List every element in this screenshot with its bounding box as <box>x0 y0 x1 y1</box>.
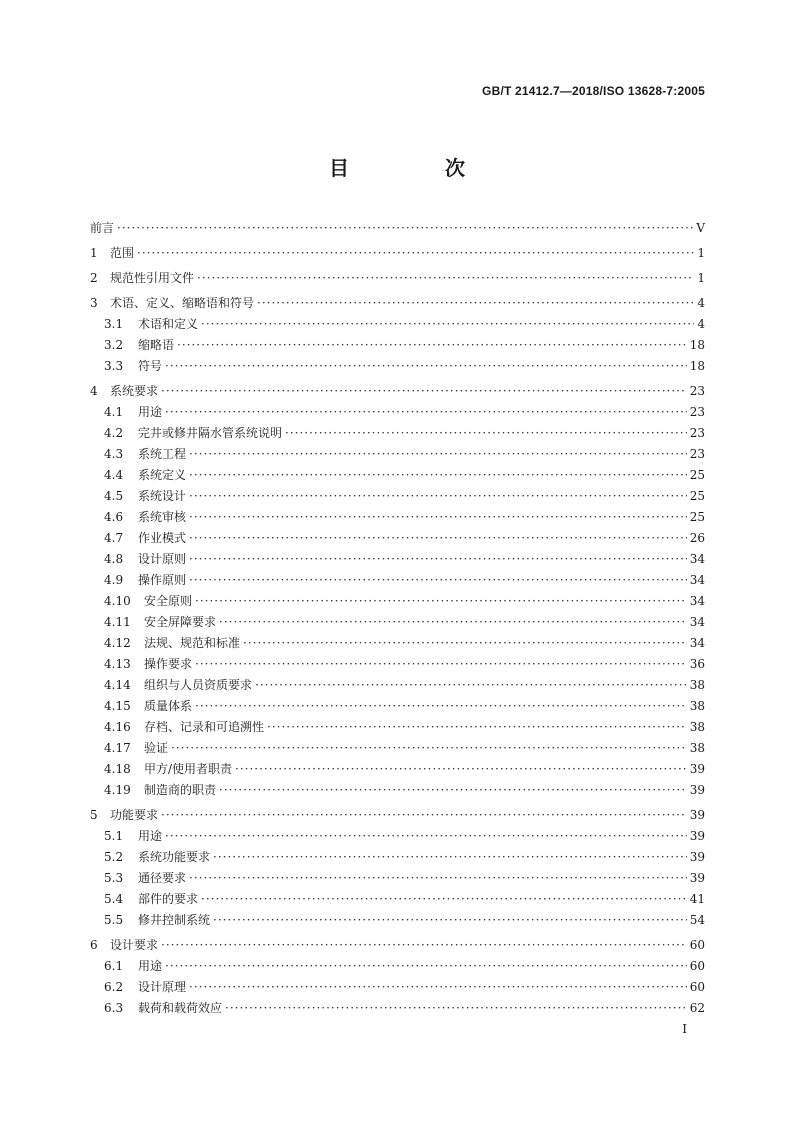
toc-entry-number: 4.5 <box>104 489 124 503</box>
toc-entry[interactable] <box>90 696 705 717</box>
dot-leader <box>189 570 687 591</box>
toc-entry-number: 4.17 <box>104 741 131 755</box>
toc-entry-number: 4.3 <box>104 447 124 461</box>
toc-entry-title: 安全原则 <box>144 594 193 608</box>
dot-leader <box>161 381 687 402</box>
dot-leader <box>255 675 687 696</box>
toc-entry-number: 4.19 <box>104 783 131 797</box>
toc-entry[interactable] <box>90 654 705 675</box>
toc-entry[interactable] <box>90 889 705 910</box>
toc-entry-page: 38 <box>689 678 705 692</box>
toc-entry[interactable] <box>90 591 705 612</box>
toc-entry-title: 系统定义 <box>138 468 187 482</box>
toc-entry-title: 作业模式 <box>138 531 187 545</box>
toc-entry-number: 4.14 <box>104 678 131 692</box>
toc-entry-number: 4 <box>90 384 98 398</box>
toc-entry-title: 规范性引用文件 <box>110 271 195 285</box>
dot-leader <box>189 528 687 549</box>
toc-entry-title: 系统设计 <box>138 489 187 503</box>
toc-entry-title: 用途 <box>138 829 163 843</box>
dot-leader <box>161 935 687 956</box>
toc-entry-title: 存档、记录和可追溯性 <box>144 720 265 734</box>
toc-entry-title: 系统要求 <box>110 384 159 398</box>
toc-entry-title: 术语和定义 <box>138 317 199 331</box>
dot-leader <box>189 549 687 570</box>
toc-entry[interactable] <box>90 805 705 826</box>
toc-entry[interactable] <box>90 465 705 486</box>
toc-entry-title: 用途 <box>138 959 163 973</box>
dot-leader <box>171 738 687 759</box>
toc-entry[interactable] <box>90 717 705 738</box>
toc-entry-page: 18 <box>689 338 705 352</box>
toc-entry[interactable] <box>90 826 705 847</box>
toc-entry-number: 5.4 <box>104 892 124 906</box>
toc-entry[interactable] <box>90 356 705 377</box>
toc-entry-number: 4.11 <box>104 615 131 629</box>
toc-entry-title: 操作原则 <box>138 573 187 587</box>
toc-entry-number: 5.3 <box>104 871 124 885</box>
toc-entry-page: 39 <box>689 850 705 864</box>
toc-entry-page: 60 <box>689 980 705 994</box>
toc-entry[interactable] <box>90 633 705 654</box>
toc-entry-number: 5.5 <box>104 913 124 927</box>
dot-leader <box>243 633 687 654</box>
toc-entry-page: 62 <box>689 1001 705 1015</box>
dot-leader <box>165 956 687 977</box>
toc-entry-number: 4.15 <box>104 699 131 713</box>
toc-entry[interactable] <box>90 738 705 759</box>
toc-entry-page: 34 <box>689 573 705 587</box>
toc-entry[interactable] <box>90 935 705 956</box>
toc-entry-title: 符号 <box>138 359 163 373</box>
toc-entry-number: 4.9 <box>104 573 124 587</box>
toc-entry-page: 39 <box>689 871 705 885</box>
toc-entry[interactable] <box>90 402 705 423</box>
table-of-contents <box>90 218 705 1019</box>
toc-entry[interactable] <box>90 847 705 868</box>
toc-entry-page: 38 <box>689 720 705 734</box>
dot-leader <box>195 654 687 675</box>
toc-entry[interactable] <box>90 868 705 889</box>
dot-leader <box>197 268 694 289</box>
toc-entry[interactable] <box>90 780 705 801</box>
dot-leader <box>189 444 687 465</box>
toc-entry-title: 范围 <box>110 246 135 260</box>
standard-code: GB/T 21412.7—2018/ISO 13628-7:2005 <box>482 84 705 98</box>
toc-entry-title: 缩略语 <box>138 338 175 352</box>
toc-entry-title: 通径要求 <box>138 871 187 885</box>
toc-entry[interactable] <box>90 549 705 570</box>
toc-entry-page: 34 <box>689 615 705 629</box>
dot-leader <box>161 805 687 826</box>
toc-entry-page: 39 <box>689 808 705 822</box>
toc-entry-page: 25 <box>689 468 705 482</box>
dot-leader <box>285 423 687 444</box>
toc-entry[interactable] <box>90 956 705 977</box>
toc-entry-number: 6.1 <box>104 959 124 973</box>
toc-entry-page: 38 <box>689 699 705 713</box>
toc-title: 目 次 <box>329 156 503 180</box>
toc-entry-page: 1 <box>697 271 705 285</box>
toc-entry-page: 38 <box>689 741 705 755</box>
toc-entry-number: 1 <box>90 246 98 260</box>
dot-leader <box>165 826 687 847</box>
toc-entry-title: 修井控制系统 <box>138 913 211 927</box>
toc-entry-title: 质量体系 <box>144 699 193 713</box>
dot-leader <box>189 868 687 889</box>
toc-entry-number: 4.16 <box>104 720 131 734</box>
toc-entry[interactable] <box>90 335 705 356</box>
toc-entry-page: 4 <box>697 317 705 331</box>
toc-entry[interactable] <box>90 570 705 591</box>
toc-entry[interactable] <box>90 759 705 780</box>
toc-entry-title: 载荷和载荷效应 <box>138 1001 223 1015</box>
toc-entry-page: 41 <box>689 892 705 906</box>
dot-leader <box>137 243 694 264</box>
toc-entry-title: 部件的要求 <box>138 892 199 906</box>
dot-leader <box>201 314 694 335</box>
toc-entry-page: 54 <box>689 913 705 927</box>
toc-entry-page: 23 <box>689 447 705 461</box>
toc-entry-number: 4.12 <box>104 636 131 650</box>
dot-leader <box>213 847 687 868</box>
toc-entry-number: 6.3 <box>104 1001 124 1015</box>
toc-entry[interactable] <box>90 486 705 507</box>
dot-leader <box>235 759 687 780</box>
toc-entry[interactable] <box>90 507 705 528</box>
dot-leader <box>195 696 687 717</box>
toc-entry-page: 1 <box>697 246 705 260</box>
toc-entry-number: 6.2 <box>104 980 124 994</box>
toc-entry-number: 6 <box>90 938 98 952</box>
dot-leader <box>189 486 687 507</box>
toc-entry-page: 34 <box>689 636 705 650</box>
toc-entry-title: 前言 <box>90 221 115 235</box>
toc-entry-number: 2 <box>90 271 98 285</box>
toc-entry-number: 5 <box>90 808 98 822</box>
toc-entry[interactable] <box>90 528 705 549</box>
dot-leader <box>219 780 687 801</box>
toc-entry-title: 制造商的职责 <box>144 783 217 797</box>
toc-entry-number: 3.2 <box>104 338 124 352</box>
toc-entry-page: 39 <box>689 829 705 843</box>
toc-entry-title: 法规、规范和标准 <box>144 636 241 650</box>
toc-entry-page: 34 <box>689 594 705 608</box>
toc-entry-number: 3 <box>90 296 98 310</box>
toc-entry-number: 4.4 <box>104 468 124 482</box>
toc-entry-title: 设计原理 <box>138 980 187 994</box>
toc-entry-page: 25 <box>689 489 705 503</box>
toc-entry-number: 4.6 <box>104 510 124 524</box>
toc-entry-page: 23 <box>689 426 705 440</box>
toc-entry-page: 23 <box>689 405 705 419</box>
dot-leader <box>213 910 687 931</box>
toc-entry-number: 4.1 <box>104 405 124 419</box>
toc-entry-title: 设计原则 <box>138 552 187 566</box>
toc-entry-page: 36 <box>689 657 705 671</box>
toc-entry-title: 操作要求 <box>144 657 193 671</box>
toc-entry-title: 安全屏障要求 <box>144 615 217 629</box>
toc-entry-number: 4.10 <box>104 594 131 608</box>
toc-entry[interactable] <box>90 293 705 314</box>
toc-entry[interactable] <box>90 218 705 239</box>
dot-leader <box>195 591 687 612</box>
toc-entry-page: 23 <box>689 384 705 398</box>
toc-entry-page: 34 <box>689 552 705 566</box>
toc-entry-page: 60 <box>689 959 705 973</box>
toc-entry-page: 26 <box>689 531 705 545</box>
dot-leader <box>189 507 687 528</box>
toc-entry[interactable] <box>90 314 705 335</box>
toc-entry[interactable] <box>90 977 705 998</box>
toc-entry[interactable] <box>90 381 705 402</box>
toc-entry[interactable] <box>90 612 705 633</box>
toc-entry-title: 甲方/使用者职责 <box>144 762 233 776</box>
toc-entry[interactable] <box>90 444 705 465</box>
toc-entry-title: 设计要求 <box>110 938 159 952</box>
dot-leader <box>219 612 687 633</box>
toc-entry-title: 完井或修井隔水管系统说明 <box>138 426 283 440</box>
toc-entry-title: 系统功能要求 <box>138 850 211 864</box>
dot-leader <box>201 889 687 910</box>
toc-entry[interactable] <box>90 675 705 696</box>
toc-entry-page: V <box>696 221 705 235</box>
toc-entry-page: 25 <box>689 510 705 524</box>
dot-leader <box>257 293 694 314</box>
toc-entry-number: 4.2 <box>104 426 124 440</box>
toc-entry-number: 4.13 <box>104 657 131 671</box>
toc-entry[interactable] <box>90 243 705 264</box>
page-number: I <box>682 1022 687 1036</box>
toc-entry-number: 3.1 <box>104 317 124 331</box>
toc-entry[interactable] <box>90 268 705 289</box>
toc-entry-number: 4.8 <box>104 552 124 566</box>
toc-entry-title: 系统工程 <box>138 447 187 461</box>
toc-entry-number: 3.3 <box>104 359 124 373</box>
toc-entry-page: 4 <box>697 296 705 310</box>
dot-leader <box>189 465 687 486</box>
dot-leader <box>177 335 687 356</box>
toc-entry-page: 18 <box>689 359 705 373</box>
dot-leader <box>189 977 687 998</box>
toc-entry-title: 术语、定义、缩略语和符号 <box>110 296 255 310</box>
dot-leader <box>117 218 693 239</box>
toc-entry-page: 39 <box>689 762 705 776</box>
toc-entry-number: 4.18 <box>104 762 131 776</box>
toc-entry[interactable] <box>90 423 705 444</box>
toc-entry-page: 39 <box>689 783 705 797</box>
toc-entry-number: 4.7 <box>104 531 124 545</box>
dot-leader <box>225 998 687 1019</box>
dot-leader <box>165 402 687 423</box>
toc-entry-page: 60 <box>689 938 705 952</box>
toc-entry-title: 用途 <box>138 405 163 419</box>
toc-entry-number: 5.2 <box>104 850 124 864</box>
toc-entry-title: 组织与人员资质要求 <box>144 678 253 692</box>
dot-leader <box>267 717 687 738</box>
toc-entry-title: 功能要求 <box>110 808 159 822</box>
dot-leader <box>165 356 687 377</box>
toc-entry[interactable] <box>90 910 705 931</box>
toc-entry-number: 5.1 <box>104 829 124 843</box>
toc-entry-title: 系统审核 <box>138 510 187 524</box>
toc-entry-title: 验证 <box>144 741 169 755</box>
toc-entry[interactable] <box>90 998 705 1019</box>
